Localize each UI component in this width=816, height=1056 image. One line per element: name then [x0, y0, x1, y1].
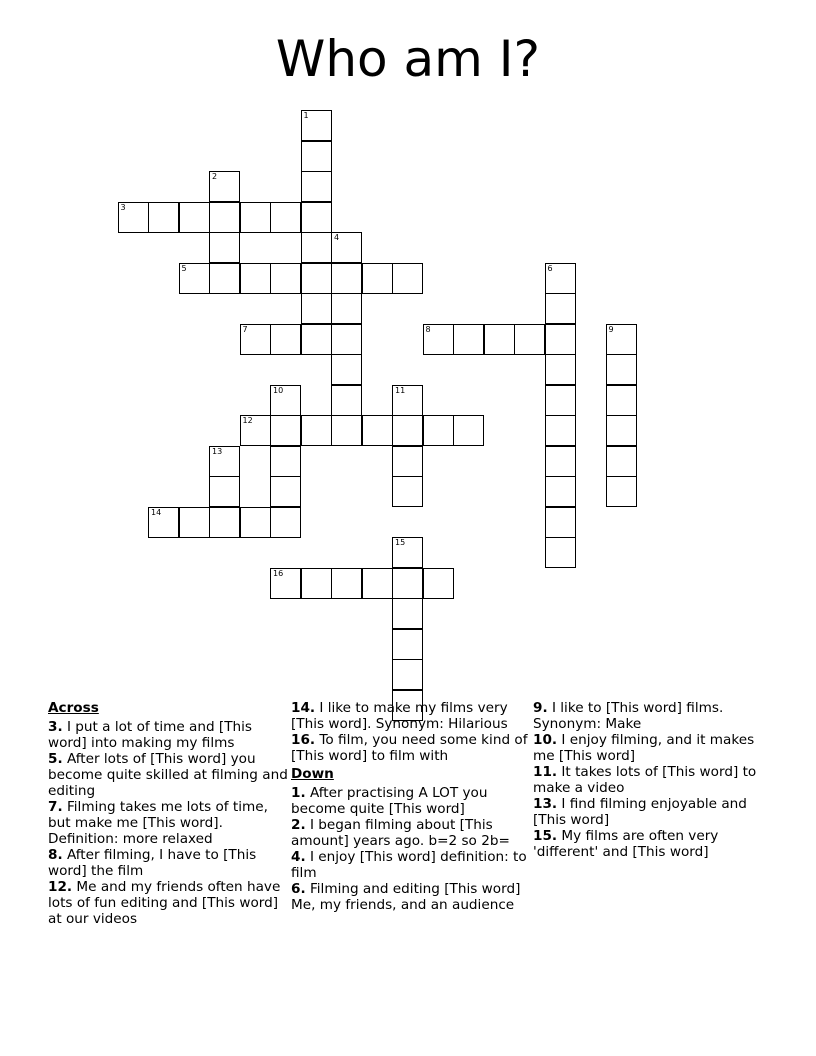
- cell-number: 8: [425, 324, 431, 334]
- grid-cell[interactable]: [453, 415, 484, 446]
- clue-down-4: 4. I enjoy [This word] definition: to film: [291, 849, 527, 881]
- puzzle-title: Who am I?: [275, 30, 541, 88]
- clue-down-2: 2. I began filming about [This amount] years ago. b=2 so 2b=: [291, 817, 510, 849]
- grid-cell[interactable]: [392, 598, 423, 629]
- grid-cell[interactable]: [362, 568, 393, 599]
- grid-cell[interactable]: [240, 415, 271, 446]
- grid-cell[interactable]: [301, 263, 332, 294]
- grid-cell[interactable]: [362, 263, 393, 294]
- clue-column-3: [533, 700, 773, 860]
- grid-cell[interactable]: [545, 476, 576, 507]
- grid-cell[interactable]: [301, 568, 332, 599]
- grid-cell[interactable]: [209, 446, 240, 477]
- cell-number: 1: [303, 111, 309, 120]
- clue-column-1: [48, 700, 288, 927]
- grid-cell[interactable]: [179, 202, 210, 233]
- cell-number: 6: [547, 263, 553, 273]
- grid-cell[interactable]: [331, 568, 362, 599]
- clue-down-1: 1. After practising A LOT you become quite [This word]: [291, 785, 488, 817]
- grid-cell[interactable]: [606, 446, 637, 477]
- grid-cell[interactable]: [179, 263, 210, 294]
- grid-cell[interactable]: [606, 385, 637, 416]
- grid-cell[interactable]: [118, 202, 149, 233]
- grid-cell[interactable]: [392, 446, 423, 477]
- clue-across-7: 7. Filming takes me lots of time, but make me [This word]. Definition: more relaxed: [48, 799, 268, 847]
- grid-cell[interactable]: [270, 263, 301, 294]
- grid-cell[interactable]: [331, 232, 362, 263]
- grid-cell[interactable]: [270, 385, 301, 416]
- grid-cell[interactable]: [423, 568, 454, 599]
- grid-cell[interactable]: [240, 263, 271, 294]
- grid-cell[interactable]: [484, 324, 515, 355]
- grid-cell[interactable]: [606, 324, 637, 355]
- grid-cell[interactable]: [392, 476, 423, 507]
- grid-cell[interactable]: [270, 415, 301, 446]
- grid-cell[interactable]: [148, 507, 179, 538]
- grid-cell[interactable]: [301, 415, 332, 446]
- across-header: Across: [48, 700, 99, 716]
- grid-cell[interactable]: [209, 263, 240, 294]
- grid-cell[interactable]: [301, 171, 332, 202]
- grid-cell[interactable]: [362, 415, 393, 446]
- cell-number: 11: [395, 385, 406, 395]
- grid-cell[interactable]: [301, 324, 332, 355]
- clue-down-6: 6. Filming and editing [This word] Me, my friends, and an audience: [291, 881, 521, 913]
- down-header: Down: [291, 766, 334, 782]
- cell-number: 14: [151, 507, 162, 517]
- grid-cell[interactable]: [392, 263, 423, 294]
- grid-cell[interactable]: [209, 476, 240, 507]
- grid-cell[interactable]: [331, 354, 362, 385]
- grid-cell[interactable]: [209, 202, 240, 233]
- grid-cell[interactable]: [240, 324, 271, 355]
- grid-cell[interactable]: [606, 354, 637, 385]
- grid-cell[interactable]: [331, 324, 362, 355]
- cell-number: 4: [334, 233, 340, 242]
- grid-cell[interactable]: [606, 476, 637, 507]
- grid-cell[interactable]: [331, 415, 362, 446]
- grid-cell[interactable]: [301, 232, 332, 263]
- grid-cell[interactable]: [209, 232, 240, 263]
- grid-cell[interactable]: [301, 202, 332, 233]
- grid-cell[interactable]: [545, 537, 576, 568]
- grid-cell[interactable]: [270, 446, 301, 477]
- clue-across-16: 16. To film, you need some kind of [This word] to film with: [291, 732, 528, 764]
- grid-cell[interactable]: [209, 171, 240, 202]
- grid-cell[interactable]: [545, 507, 576, 538]
- grid-cell[interactable]: [270, 476, 301, 507]
- clue-down-10: 10. I enjoy filming, and it makes me [This word]: [533, 732, 755, 764]
- grid-cell[interactable]: [270, 324, 301, 355]
- grid-cell[interactable]: [179, 507, 210, 538]
- grid-cell[interactable]: [545, 385, 576, 416]
- grid-cell[interactable]: [545, 446, 576, 477]
- clue-down-11: 11. It takes lots of [This word] to make a video: [533, 764, 757, 796]
- clue-down-13: 13. I find filming enjoyable and [This word]: [533, 796, 747, 828]
- clue-down-15: 15. My films are often very 'different' and [This word]: [533, 828, 719, 860]
- clue-down-9: 9. I like to [This word] films. Synonym: Make: [533, 700, 724, 732]
- grid-cell[interactable]: [240, 507, 271, 538]
- cell-number: 2: [212, 172, 218, 181]
- grid-cell[interactable]: [545, 293, 576, 324]
- grid-cell[interactable]: [301, 110, 332, 141]
- grid-cell[interactable]: [423, 415, 454, 446]
- cell-number: 16: [273, 568, 284, 578]
- grid-cell[interactable]: [545, 324, 576, 355]
- clue-across-8: 8. After filming, I have to [This word] the film: [48, 847, 257, 879]
- grid-cell[interactable]: [331, 385, 362, 416]
- cell-number: 13: [212, 446, 223, 456]
- grid-cell[interactable]: [270, 507, 301, 538]
- cell-number: 15: [395, 538, 406, 547]
- grid-cell[interactable]: [270, 202, 301, 233]
- grid-cell[interactable]: [392, 415, 423, 446]
- cell-number: 5: [181, 263, 187, 273]
- grid-cell[interactable]: [270, 568, 301, 599]
- grid-cell[interactable]: [148, 202, 179, 233]
- cell-number: 12: [242, 416, 253, 425]
- grid-cell[interactable]: [331, 263, 362, 294]
- grid-cell[interactable]: [392, 537, 423, 568]
- grid-cell[interactable]: [240, 202, 271, 233]
- grid-cell[interactable]: [301, 293, 332, 324]
- grid-cell[interactable]: [301, 141, 332, 172]
- clue-across-3: 3. I put a lot of time and [This word] into making my films: [48, 719, 253, 751]
- grid-cell[interactable]: [545, 415, 576, 446]
- cell-number: 10: [273, 385, 284, 395]
- grid-cell[interactable]: [606, 415, 637, 446]
- grid-cell[interactable]: [392, 568, 423, 599]
- grid-cell[interactable]: [392, 629, 423, 660]
- cell-number: 3: [120, 202, 126, 212]
- grid-cell[interactable]: [453, 324, 484, 355]
- cell-number: 9: [608, 324, 614, 334]
- clue-across-5: 5. After lots of [This word] you become quite skilled at filming and editing: [48, 751, 288, 799]
- grid-cell[interactable]: [331, 293, 362, 324]
- grid-cell[interactable]: [392, 385, 423, 416]
- grid-cell[interactable]: [392, 659, 423, 690]
- grid-cell[interactable]: [423, 324, 454, 355]
- clue-column-2: [291, 700, 531, 913]
- clue-across-14: 14. I like to make my films very [This word]. Synonym: Hilarious: [291, 700, 508, 732]
- grid-cell[interactable]: [514, 324, 545, 355]
- grid-cell[interactable]: [545, 354, 576, 385]
- grid-cell[interactable]: [545, 263, 576, 294]
- grid-cell[interactable]: [209, 507, 240, 538]
- cell-number: 7: [242, 324, 248, 334]
- clue-across-12: 12. Me and my friends often have lots of fun editing and [This word] at our videos: [48, 879, 281, 927]
